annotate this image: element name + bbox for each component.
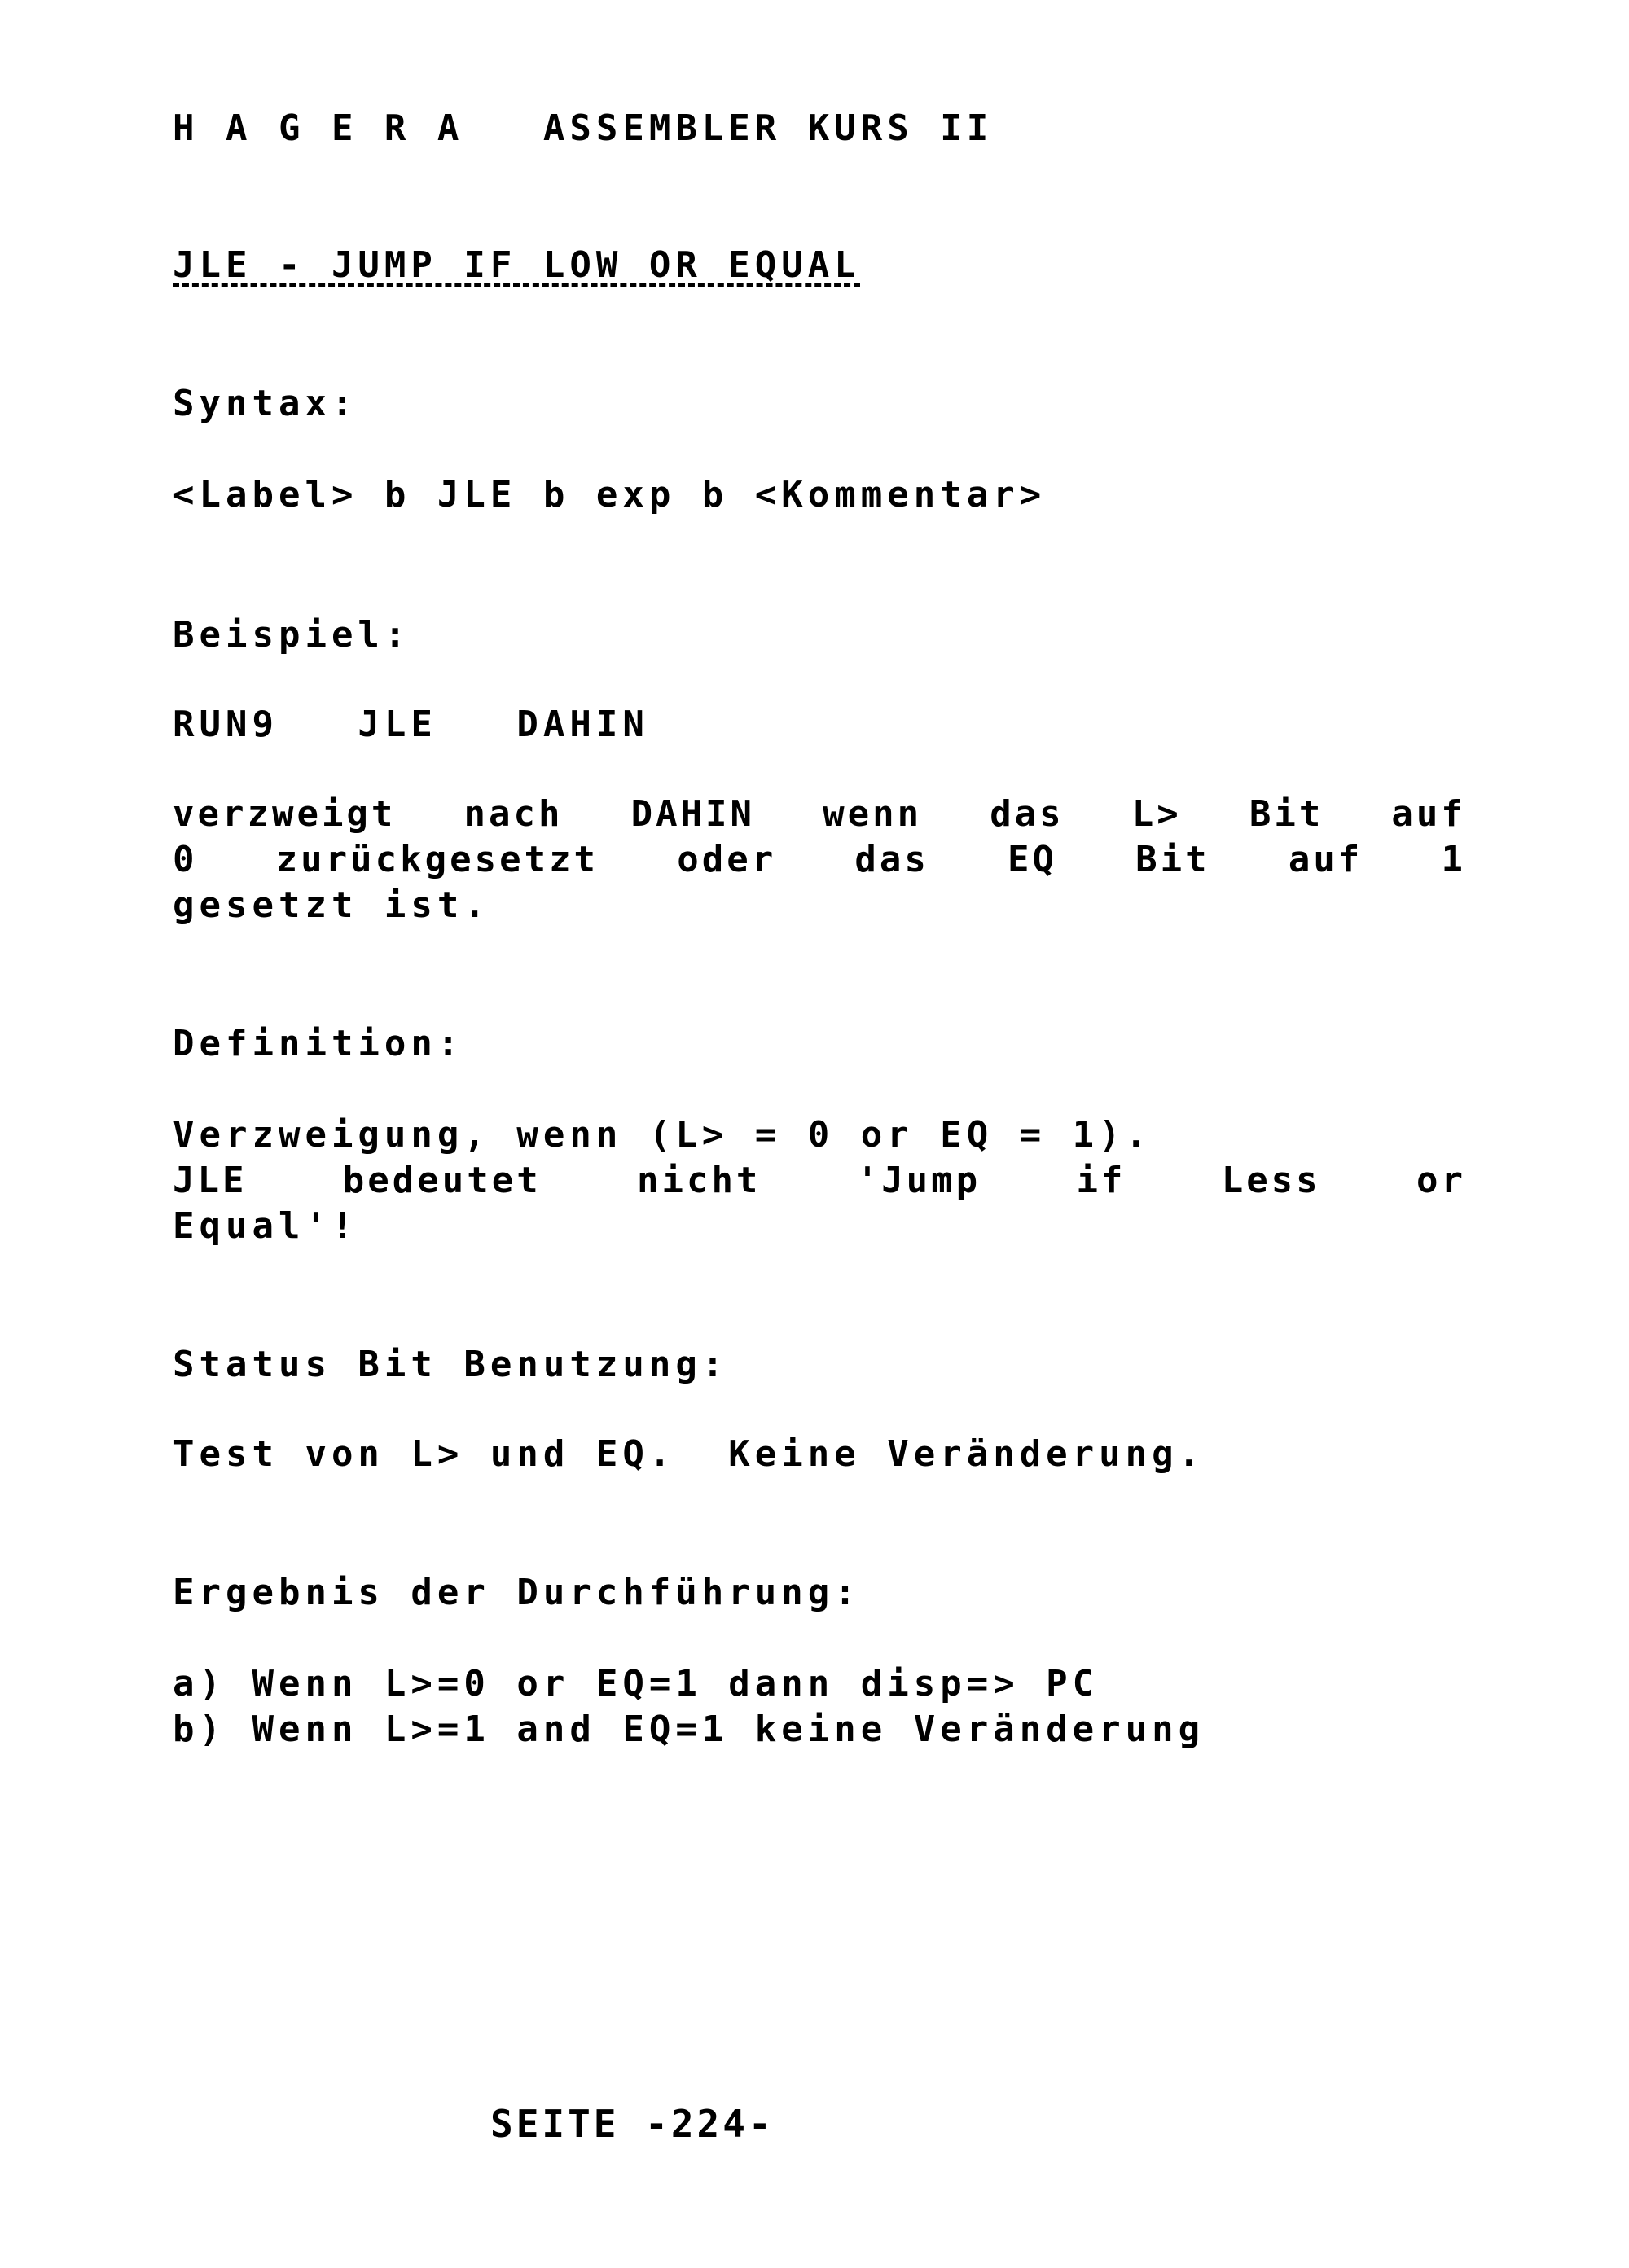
status-line: Test von L> und EQ. Keine Veränderung. bbox=[173, 1433, 1205, 1475]
word: 0 bbox=[173, 839, 198, 880]
word: nicht bbox=[636, 1160, 762, 1201]
word: 1 bbox=[1441, 839, 1466, 880]
example-description-line-1 bbox=[173, 792, 1466, 837]
word: das bbox=[990, 793, 1065, 835]
example-description-line-3: gesetzt ist. bbox=[173, 884, 490, 926]
document-title: H A G E R A ASSEMBLER KURS II bbox=[173, 107, 994, 149]
example-code: RUN9 JLE DAHIN bbox=[173, 704, 649, 745]
word: L> bbox=[1131, 793, 1182, 835]
result-b: b) Wenn L>=1 and EQ=1 keine Veränderung bbox=[173, 1709, 1205, 1750]
word: JLE bbox=[173, 1160, 248, 1201]
syntax-line: <Label> b JLE b exp b <Kommentar> bbox=[173, 474, 1047, 515]
syntax-label: Syntax: bbox=[173, 383, 358, 424]
status-label: Status Bit Benutzung: bbox=[173, 1344, 729, 1385]
example-description-line-2 bbox=[173, 837, 1466, 883]
word: wenn bbox=[823, 793, 923, 835]
definition-label: Definition: bbox=[173, 1023, 464, 1064]
definition-line-1: Verzweigung, wenn (L> = 0 or EQ = 1). bbox=[173, 1114, 1153, 1156]
section-heading: JLE - JUMP IF LOW OR EQUAL bbox=[173, 244, 861, 286]
word: bedeutet bbox=[342, 1160, 542, 1201]
result-a: a) Wenn L>=0 or EQ=1 dann disp=> PC bbox=[173, 1663, 1100, 1704]
word: oder bbox=[677, 839, 777, 880]
word: 'Jump bbox=[856, 1160, 981, 1201]
word: nach bbox=[463, 793, 564, 835]
word: Bit bbox=[1249, 793, 1324, 835]
definition-line-3: Equal'! bbox=[173, 1205, 358, 1247]
word: if bbox=[1076, 1160, 1126, 1201]
word: zurückgesetzt bbox=[275, 839, 599, 880]
example-label: Beispiel: bbox=[173, 614, 411, 656]
word: EQ bbox=[1008, 839, 1057, 880]
result-label: Ergebnis der Durchführung: bbox=[173, 1572, 861, 1613]
word: auf bbox=[1391, 793, 1466, 835]
word: or bbox=[1416, 1160, 1466, 1201]
word: Bit bbox=[1135, 839, 1210, 880]
word: das bbox=[854, 839, 929, 880]
word: auf bbox=[1288, 839, 1363, 880]
word: Less bbox=[1221, 1160, 1321, 1201]
page-number: SEITE -224- bbox=[490, 2102, 775, 2146]
definition-line-2 bbox=[173, 1158, 1466, 1204]
word: verzweigt bbox=[173, 793, 397, 835]
word: DAHIN bbox=[630, 793, 756, 835]
